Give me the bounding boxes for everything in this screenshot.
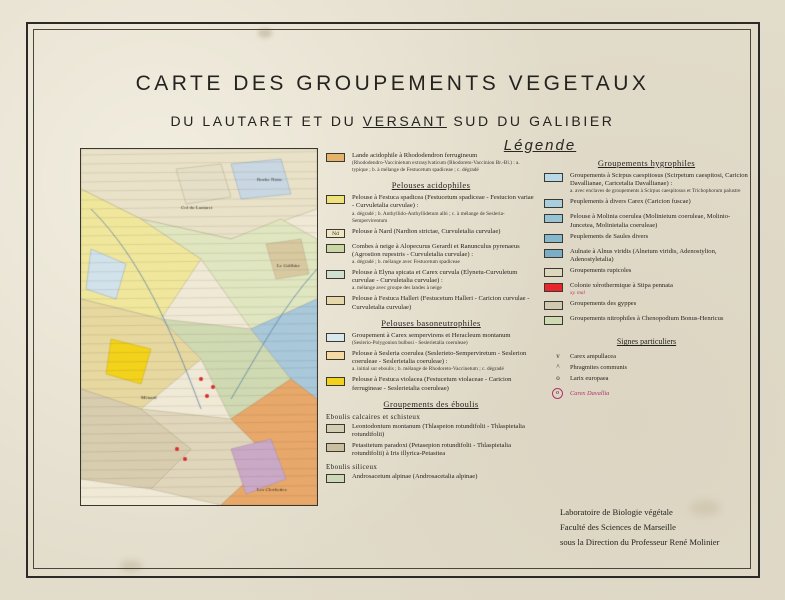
subtitle-versant: VERSANT <box>362 113 447 129</box>
legend-entry-title: Pelouse à Elyna spicata et Carex curvula (Elynetu-Curvuletum curvulae - Curvuletalia curvulae) : <box>352 269 518 285</box>
signature-text: Carex Davallia <box>570 390 610 398</box>
legend-swatch <box>326 153 345 162</box>
page-title: CARTE DES GROUPEMENTS VEGETAUX <box>135 72 650 95</box>
legend-column-left <box>326 152 536 488</box>
legend-entry-title: Petasitetum paradoxi (Petasepion rotundifolii - Thlaspietalia rotundifolii) à Iris illyrica-Petasitea <box>352 442 512 458</box>
sign-marker-icon: o <box>556 374 560 383</box>
legend-swatch <box>326 424 345 433</box>
legend-entry-subtext: a. avec enclaves de groupements à Scirpus caespitosus et Trichophorum palustre <box>570 188 741 195</box>
credit-block <box>560 505 750 550</box>
vegetation-map[interactable] <box>80 148 318 506</box>
legend-swatch <box>326 333 345 342</box>
legend-entry-title: Combes à neige à Alopecurus Gerardi et Ranunculus pyrenaeus (Agrostion rupestris - Curvuletalia curvulae) : <box>352 242 520 258</box>
legend-entry-title: Androsacetum alpinae (Androsacetalia alpinae) <box>352 472 478 480</box>
legend-swatch-code: Nd <box>332 230 339 237</box>
legend-group-heading: Groupements des éboulis <box>383 398 479 409</box>
sign-row <box>544 373 749 384</box>
legend-subheading: Eboulis siliceux <box>326 462 378 471</box>
sign-label: Phragmites communis <box>570 364 627 372</box>
legend-swatch <box>544 234 563 243</box>
legend-swatch <box>326 296 345 305</box>
legend-swatch <box>326 244 345 253</box>
legend-entry-title: Pelouse à Festuca violacea (Festucetum violaceae - Caricion ferrugineae - Seslerietalia coeruleae) <box>352 376 512 392</box>
legend-entry[interactable] <box>326 350 536 373</box>
legend-entry-title: Peuplements à divers Carex (Caricion fuscae) <box>570 198 691 206</box>
legend-entry[interactable] <box>326 473 536 485</box>
legend-entry-title: Aulnaie à Alnus viridis (Alnetum viridis, Adenostylion, Adenostyletalia) <box>570 247 717 264</box>
legend-entry[interactable] <box>544 213 749 229</box>
legend-entry-title: Colonie xérothermique à Stipa pennata <box>570 282 673 290</box>
legend-heading: Légende <box>503 137 577 154</box>
legend-swatch <box>544 301 563 310</box>
legend-entry-title: Leontodontum montanum (Thlaspeion rotundifolii - Thlaspietalia rotundifolii) <box>352 422 525 439</box>
legend-entry-title: Groupement à Carex sempervirens et Heracleum montanum <box>352 331 511 339</box>
legend-entry[interactable] <box>326 295 536 311</box>
legend-swatch <box>326 229 345 238</box>
legend-group-heading: Pelouses acidophiles <box>391 180 471 191</box>
legend-entry[interactable] <box>544 282 749 297</box>
page-subtitle <box>0 113 785 129</box>
legend-panel <box>326 152 746 512</box>
legend-entry[interactable] <box>326 423 536 439</box>
legend-entry-subtext: a. initial sur eboulis ; b. mélange de Rhodoreto-Vaccinetum ; c. dégradé <box>352 366 504 373</box>
legend-entry[interactable] <box>544 300 749 312</box>
credit-line-3: sous la Direction du Professeur René Molinier <box>560 537 720 547</box>
legend-entry-title: Pelouse à Festuca spadicea (Festucetum spadiceae - Festucion variae - Curvuletalia curvulae) : <box>352 194 534 210</box>
legend-entry[interactable] <box>544 172 749 195</box>
legend-entry-subtext: a. dégradé ; b. Anthyllido-Anthyllidetum albi ; c. à mélange de Sesleria-Sempervirentum <box>352 210 505 224</box>
legend-swatch <box>326 377 345 386</box>
legend-subheading: Eboulis calcaires et schisteux <box>326 412 421 421</box>
legend-swatch <box>326 270 345 279</box>
legend-entry[interactable] <box>326 228 536 240</box>
legend-entry-subtext: a. dégradé ; b. mélange avec Festucetum spadiceae <box>352 259 460 266</box>
sign-marker-icon: v <box>556 352 560 361</box>
legend-group-heading: Pelouses basoneutrophiles <box>381 317 481 328</box>
legend-entry[interactable] <box>326 376 536 392</box>
sign-label: Carex ampullacea <box>570 353 616 361</box>
subtitle-post: SUD DU GALIBIER <box>446 113 615 129</box>
legend-entry[interactable] <box>544 233 749 245</box>
subtitle-pre: DU LAUTARET ET DU <box>170 113 363 129</box>
map-canvas <box>81 149 317 505</box>
legend-swatch <box>326 195 345 204</box>
sign-row <box>544 362 749 373</box>
sign-marker-icon: ^ <box>556 363 560 372</box>
legend-swatch <box>544 214 563 223</box>
legend-entry[interactable] <box>326 442 536 458</box>
legend-entry-title: Groupements nitrophiles à Chenopodium Bonus-Henricus <box>570 315 724 323</box>
legend-entry[interactable] <box>326 152 536 174</box>
signs-heading: Signes particuliers <box>616 337 677 347</box>
legend-swatch <box>544 199 563 208</box>
legend-entry[interactable] <box>544 198 749 210</box>
legend-entry-title: Groupements rupicoles <box>570 267 632 275</box>
legend-entry-title: Groupements des gyppes <box>570 300 637 308</box>
legend-entry-title: Groupements à Scirpus caespitosus (Scirpetum caespitosi, Caricion Davallianae, Caricetalia Davallianae) : <box>570 172 748 188</box>
legend-column-right <box>544 152 749 399</box>
signature-circle-icon: o <box>552 388 563 399</box>
legend-swatch <box>326 351 345 360</box>
legend-entry[interactable] <box>326 332 536 347</box>
legend-entry[interactable] <box>326 243 536 266</box>
legend-swatch <box>326 474 345 483</box>
legend-entry-title: Peuplements de Saules divers <box>570 232 649 240</box>
legend-swatch <box>544 316 563 325</box>
legend-swatch <box>326 443 345 452</box>
credit-line-1: Laboratoire de Biologie végétale <box>560 507 673 517</box>
legend-swatch <box>544 173 563 182</box>
legend-entry-annotation: xy. mal <box>570 290 586 297</box>
legend-entry-title: Pelouse à Molinia coerulea (Molinietum coeruleae, Molinio-Juncetea, Molinietalia coeruleae) <box>570 213 731 229</box>
legend-entry-subtext: a. mélange avec groupe des landes à neige <box>352 285 442 292</box>
credit-line-2: Faculté des Sciences de Marseille <box>560 522 676 532</box>
legend-entry-title: Pelouse à Sesleria coerulea (Seslerieto-Semperviretum - Seslerion coeruleae - Seslerietalia coeruleae) : <box>352 350 527 366</box>
legend-entry-subtext: (Rhododendro-Vaccinietum extrasylvaticum (Rhodoreto-Vaccinion Br.-Bl.) : a. typique ; b. à mélange de Festucetum spadiceae ; c. dégradé <box>352 160 520 174</box>
legend-swatch <box>544 283 563 292</box>
legend-entry-subtext: (Seslerio-Polygonion bulbosi - Seslerietalia coeruleae) <box>352 340 468 347</box>
legend-entry[interactable] <box>326 269 536 292</box>
legend-swatch <box>544 268 563 277</box>
legend-entry[interactable] <box>544 267 749 279</box>
legend-entry-title: Pelouse à Nard (Nardion strictae, Curvuletalia curvulae) <box>352 227 501 235</box>
legend-entry[interactable] <box>544 315 749 327</box>
sign-label: Larix europaea <box>570 375 609 383</box>
legend-group-heading: Groupements hygrophiles <box>597 158 696 168</box>
legend-entry[interactable] <box>326 194 536 224</box>
sign-row <box>544 351 749 362</box>
legend-swatch <box>544 249 563 258</box>
legend-entry-title: Lande acidophile à Rhododendron ferrugineum <box>352 152 478 159</box>
handwritten-signature <box>544 388 749 399</box>
legend-entry-title: Pelouse à Festuca Halleri (Festucetum Halleri - Caricion curvulae - Curvuletalia curvulae) <box>352 295 530 311</box>
legend-entry[interactable] <box>544 248 749 264</box>
